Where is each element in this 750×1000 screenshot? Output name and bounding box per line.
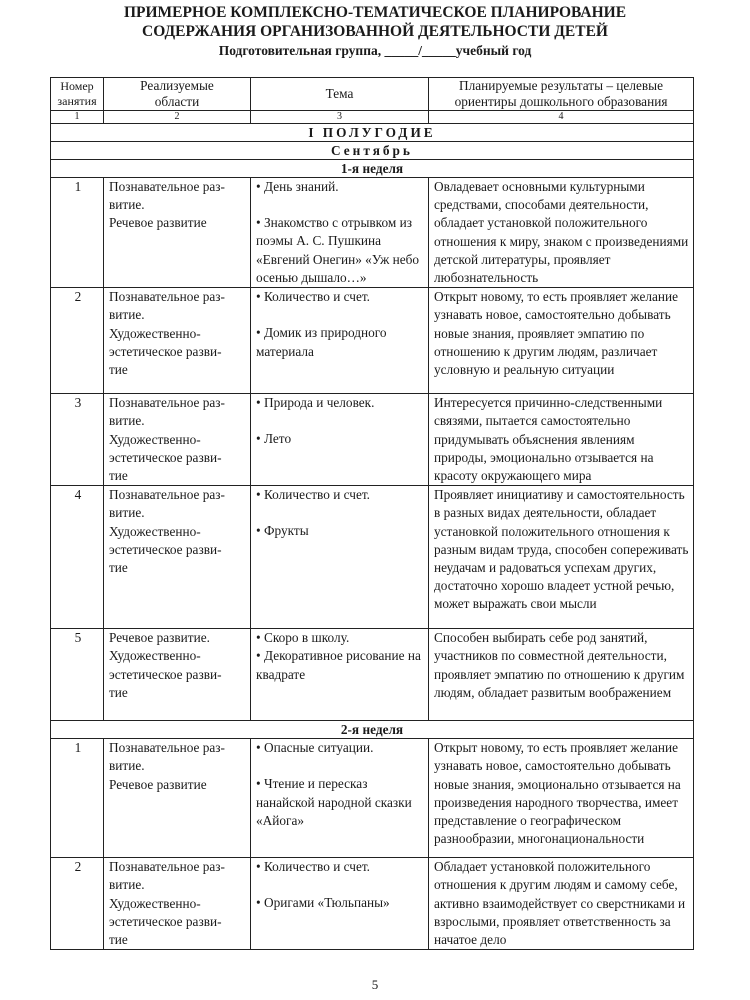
lesson-number: 1 bbox=[51, 178, 104, 288]
topic-item: • Количество и счет. bbox=[256, 289, 371, 305]
area-line: Познавательное раз- bbox=[109, 859, 225, 875]
table-row bbox=[51, 486, 694, 629]
half-year-heading: I ПОЛУГОДИЕ bbox=[51, 124, 694, 142]
area-line: витие. bbox=[109, 307, 145, 323]
area-line: эстетическое разви- bbox=[109, 343, 222, 359]
lesson-number: 1 bbox=[51, 739, 104, 858]
area-line: Познавательное раз- bbox=[109, 289, 225, 305]
column-numbers-row bbox=[51, 111, 694, 124]
area-line: Познавательное раз- bbox=[109, 395, 225, 411]
topic-item: • Опасные ситуации. bbox=[256, 740, 374, 756]
areas-cell bbox=[104, 394, 251, 486]
column-header-topic: Тема bbox=[251, 78, 429, 111]
month-row bbox=[51, 142, 694, 160]
area-line: Художественно- bbox=[109, 523, 201, 539]
area-line: тие bbox=[109, 684, 128, 700]
topic-item: • Чтение и пересказ нанайской народной сказки «Айога» bbox=[256, 776, 412, 828]
results-cell: Проявляет инициативу и самостоятельность в разных видах деятельности, обладает установкой положительного отношения к разным видам труда, способен сопереживать неудачам и радоваться успехам других, достаточно хорошо владеет устной речью, может выражать свои мысли bbox=[429, 486, 694, 629]
results-cell: Способен выбирать себе род занятий, участников по совместной деятельности, проявляет эмпатию по отношению к другим людям, обладает развитым воображением bbox=[429, 629, 694, 721]
topic-item: • Природа и человек. bbox=[256, 395, 375, 411]
document-title-line-2: СОДЕРЖАНИЯ ОРГАНИЗОВАННОЙ ДЕЯТЕЛЬНОСТИ ДЕТЕЙ bbox=[142, 23, 608, 40]
lesson-number: 3 bbox=[51, 394, 104, 486]
results-cell: Овладевает основными культурными средствами, способами деятельности, обладает установкой положительного отношения к миру, знаком с произведениями детской литературы, проявляет любознательность bbox=[429, 178, 694, 288]
areas-cell bbox=[104, 739, 251, 858]
page-number: 5 bbox=[371, 977, 379, 992]
topic-item: • Количество и счет. bbox=[256, 859, 371, 875]
area-line: эстетическое разви- bbox=[109, 449, 222, 465]
results-cell: Открыт новому, то есть проявляет желание узнавать новое, самостоятельно добывать новые знания, эмоционально отзывается на произведения народного творчества, имеет представление о географическом разнообразии, многонациональности bbox=[429, 739, 694, 858]
area-line: Художественно- bbox=[109, 431, 201, 447]
column-number: 1 bbox=[51, 111, 104, 124]
week-row bbox=[51, 160, 694, 178]
area-line: Познавательное раз- bbox=[109, 487, 225, 503]
areas-cell bbox=[104, 858, 251, 950]
topic-cell bbox=[251, 178, 429, 288]
area-line: тие bbox=[109, 560, 128, 576]
table-row bbox=[51, 288, 694, 394]
areas-cell bbox=[104, 486, 251, 629]
topic-item: • Декоративное рисование на квадрате bbox=[256, 648, 421, 682]
lesson-number: 2 bbox=[51, 858, 104, 950]
lesson-number: 4 bbox=[51, 486, 104, 629]
topic-item: • Лето bbox=[256, 431, 292, 447]
topic-item: • Количество и счет. bbox=[256, 487, 371, 503]
area-line: витие. bbox=[109, 758, 145, 774]
area-line: Художественно- bbox=[109, 325, 201, 341]
area-line: Речевое развитие. bbox=[109, 630, 210, 646]
area-line: тие bbox=[109, 932, 128, 948]
area-line: тие bbox=[109, 362, 128, 378]
area-line: Познавательное раз- bbox=[109, 740, 225, 756]
area-line: Речевое развитие bbox=[109, 776, 207, 792]
lesson-number: 2 bbox=[51, 288, 104, 394]
area-line: Познавательное раз- bbox=[109, 179, 225, 194]
area-line: Художественно- bbox=[109, 648, 201, 664]
topic-item: • Оригами «Тюльпаны» bbox=[256, 895, 390, 911]
week-row bbox=[51, 721, 694, 739]
topic-item: • Знакомство с отрывком из поэмы А. С. Пушкина «Евгений Онегин» «Уж небо осенью дышало…» bbox=[256, 215, 420, 285]
column-header-areas: Реализуемые области bbox=[104, 78, 251, 111]
column-number: 3 bbox=[251, 111, 429, 124]
results-cell: Обладает установкой положительного отношения к другим людям и самому себе, активно взаимодействует со сверстниками и взрослыми, проявляет ответственность за начатое дело bbox=[429, 858, 694, 950]
topic-item: • Фрукты bbox=[256, 523, 309, 539]
month-heading: Сентябрь bbox=[51, 142, 694, 160]
area-line: Речевое развитие bbox=[109, 215, 207, 231]
areas-cell bbox=[104, 178, 251, 288]
topic-cell bbox=[251, 629, 429, 721]
table-row bbox=[51, 394, 694, 486]
area-line: витие. bbox=[109, 197, 145, 213]
topic-cell bbox=[251, 288, 429, 394]
column-header-results: Планируемые результаты – целевые ориентиры дошкольного образования bbox=[429, 78, 694, 111]
column-number: 2 bbox=[104, 111, 251, 124]
area-line: тие bbox=[109, 468, 128, 484]
lesson-number: 5 bbox=[51, 629, 104, 721]
week-heading: 2-я неделя bbox=[51, 721, 694, 739]
area-line: эстетическое разви- bbox=[109, 666, 222, 682]
areas-cell bbox=[104, 629, 251, 721]
column-number: 4 bbox=[429, 111, 694, 124]
results-cell: Открыт новому, то есть проявляет желание узнавать новое, самостоятельно добывать новые знания, проявляет эмпатию по отношению к другим людям, различает условную и реальную ситуации bbox=[429, 288, 694, 394]
half-year-row bbox=[51, 124, 694, 142]
column-header-lesson-number: Номер занятия bbox=[51, 78, 104, 111]
week-heading: 1-я неделя bbox=[51, 160, 694, 178]
topic-cell bbox=[251, 739, 429, 858]
table-header-row bbox=[51, 78, 694, 111]
table-row bbox=[51, 858, 694, 950]
area-line: витие. bbox=[109, 505, 145, 521]
results-cell: Интересуется причинно-следственными связями, пытается самостоятельно придумывать объяснения явлениям природы, эмоционально отзывается на красоту окружающего мира bbox=[429, 394, 694, 486]
topic-cell bbox=[251, 858, 429, 950]
table-row bbox=[51, 629, 694, 721]
topic-cell bbox=[251, 394, 429, 486]
document-subtitle: Подготовительная группа, _____/_____учебный год bbox=[218, 43, 532, 58]
area-line: эстетическое разви- bbox=[109, 913, 222, 929]
table-row bbox=[51, 739, 694, 858]
area-line: витие. bbox=[109, 413, 145, 429]
topic-item: • Домик из природного материала bbox=[256, 325, 387, 359]
topic-item: • День знаний. bbox=[256, 179, 339, 194]
document-title-line-1: ПРИМЕРНОЕ КОМПЛЕКСНО-ТЕМАТИЧЕСКОЕ ПЛАНИРОВАНИЕ bbox=[123, 4, 627, 21]
topic-cell bbox=[251, 486, 429, 629]
areas-cell bbox=[104, 288, 251, 394]
area-line: эстетическое разви- bbox=[109, 541, 222, 557]
area-line: витие. bbox=[109, 877, 145, 893]
planning-table bbox=[50, 77, 694, 950]
topic-item: • Скоро в школу. bbox=[256, 630, 350, 646]
table-row bbox=[51, 178, 694, 288]
area-line: Художественно- bbox=[109, 895, 201, 911]
